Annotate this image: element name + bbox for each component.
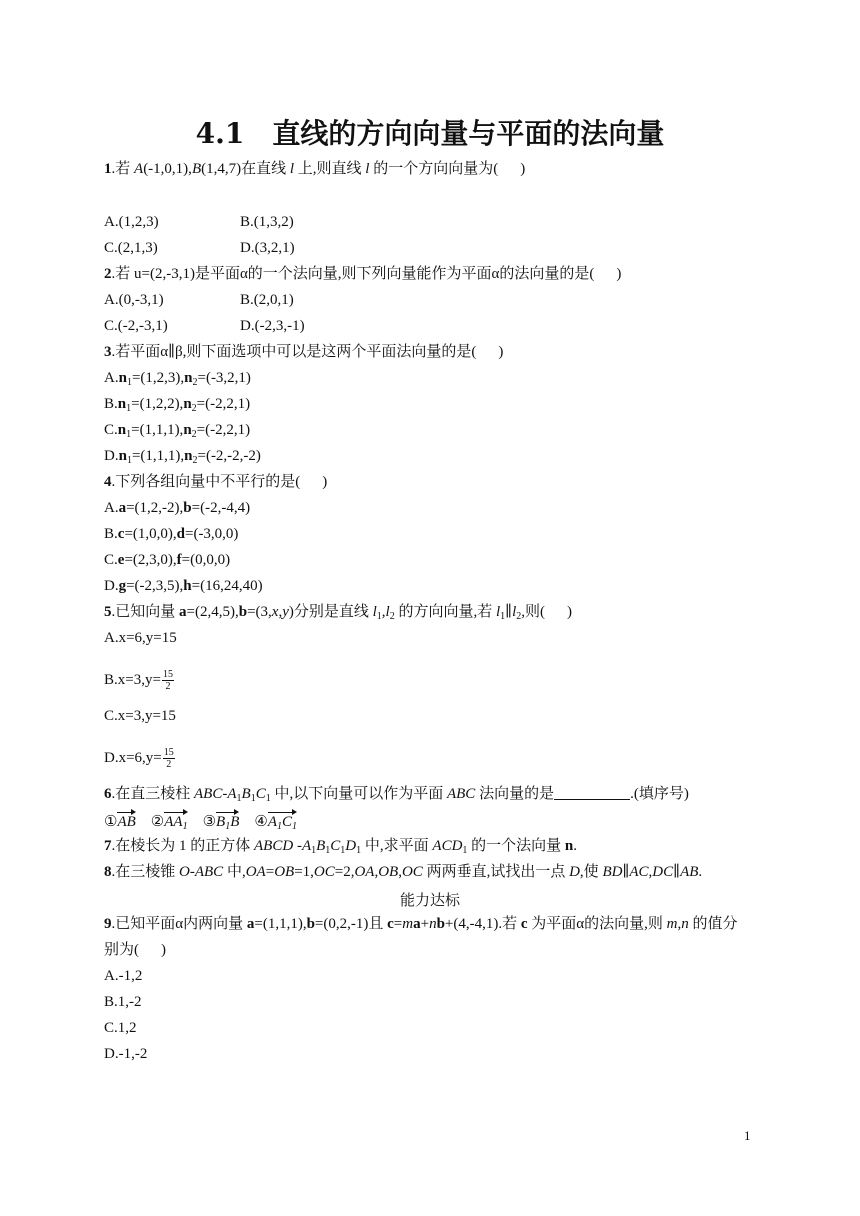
- q3-option-d: $D.n_1=(1,1,1),n_2=(-2,-2,-2)$: [104, 448, 261, 466]
- page-title: [0, 112, 860, 152]
- question-4-stem: 4.下列各组向量中不平行的是( ): [104, 474, 328, 490]
- q1-option-b: B.(1,3,2): [240, 214, 294, 230]
- q2-option-c: C.(-2,-3,1): [104, 318, 168, 334]
- question-7-stem: 7.在棱长为 1 的正方体 ABCD $-A_1B_1C_1D_1$ 中,求平面 $ACD_1$ 的一个法向量 n.: [104, 838, 578, 856]
- q4-option-c: C.e=(2,3,0),f=(0,0,0): [104, 552, 231, 568]
- q5-option-d: D.x=6,y= $\frac{15}{2}$: [104, 747, 174, 770]
- q1-option-d: D.(3,2,1): [240, 240, 295, 256]
- question-6-stem: 6.在直三棱柱 ABC-$A_1B_1C_1$ 中,以下向量可以作为平面 ABC 法向量的是 .(填序号): [104, 786, 689, 804]
- q4-option-d: D.g=(-2,3,5),h=(16,24,40): [104, 578, 263, 594]
- q9-option-c: C.1,2: [104, 1020, 137, 1036]
- q4-option-b: B.c=(1,0,0),d=(-3,0,0): [104, 526, 239, 542]
- q5-option-c: C.x=3,y=15: [104, 708, 176, 724]
- question-3-stem: 3.若平面α∥β,则下面选项中可以是这两个平面法向量的是( ): [104, 344, 504, 360]
- question-9-stem: 9.已知平面α内两向量 a=(1,1,1),b=(0,2,-1)且 c=ma+nb+(4,-4,1).若 c 为平面α的法向量,则 m,n 的值分: [104, 916, 738, 932]
- q9-option-d: D.-1,-2: [104, 1046, 148, 1062]
- question-9-stem-cont: 别为( ): [104, 942, 166, 958]
- section-number: 4.1: [195, 117, 245, 150]
- q5-option-b: B.x=3,y= $\frac{15}{2}$: [104, 669, 173, 692]
- q9-option-a: A.-1,2: [104, 968, 143, 984]
- q2-option-d: D.(-2,3,-1): [240, 318, 305, 334]
- question-5-stem: 5.已知向量 a=(2,4,5),b=(3,x,y)分别是直线 $l_1,l_2$ 的方向向量,若 $l_1\parallel l_2$,则( ): [104, 604, 573, 622]
- q4-option-a: A.a=(1,2,-2),b=(-2,-4,4): [104, 500, 251, 516]
- q6-options: ①AB $②AA_1$ $③B_1B$ $④A_1C_1$: [104, 811, 297, 831]
- section-title: 直线的方向向量与平面的法向量: [272, 117, 665, 150]
- q3-option-a: $A.n_1=(1,2,3),n_2=(-3,2,1)$: [104, 370, 251, 388]
- question-1-stem: 1.若 A(-1,0,1),B(1,4,7)在直线 l 上,则直线 l 的一个方向向量为( ): [104, 161, 526, 177]
- q1-option-c: C.(2,1,3): [104, 240, 158, 256]
- fraction: $\frac{15}{2}$: [162, 669, 173, 692]
- q3-option-c: $C.n_1=(1,1,1),n_2=(-2,2,1)$: [104, 422, 251, 440]
- q2-option-b: B.(2,0,1): [240, 292, 294, 308]
- question-2-stem: 2.若 u=(2,-3,1)是平面α的一个法向量,则下列向量能作为平面α的法向量的是( ): [104, 266, 622, 282]
- q3-option-b: $B.n_1=(1,2,2),n_2=(-2,2,1)$: [104, 396, 251, 414]
- q5-option-a: A.x=6,y=15: [104, 630, 177, 646]
- q9-option-b: B.1,-2: [104, 994, 142, 1010]
- question-8-stem: 8.在三棱锥 O-ABC 中,OA=OB=1,OC=2,OA,OB,OC 两两垂直,试找出一点 D,使 BD∥AC,DC∥AB.: [104, 864, 703, 880]
- q2-option-a: A.(0,-3,1): [104, 292, 164, 308]
- q1-option-a: A.(1,2,3): [104, 214, 159, 230]
- answer-blank: [554, 786, 630, 800]
- fraction: $\frac{15}{2}$: [163, 747, 174, 770]
- section-heading: 能力达标: [399, 893, 460, 909]
- page-number: 1: [744, 1128, 751, 1143]
